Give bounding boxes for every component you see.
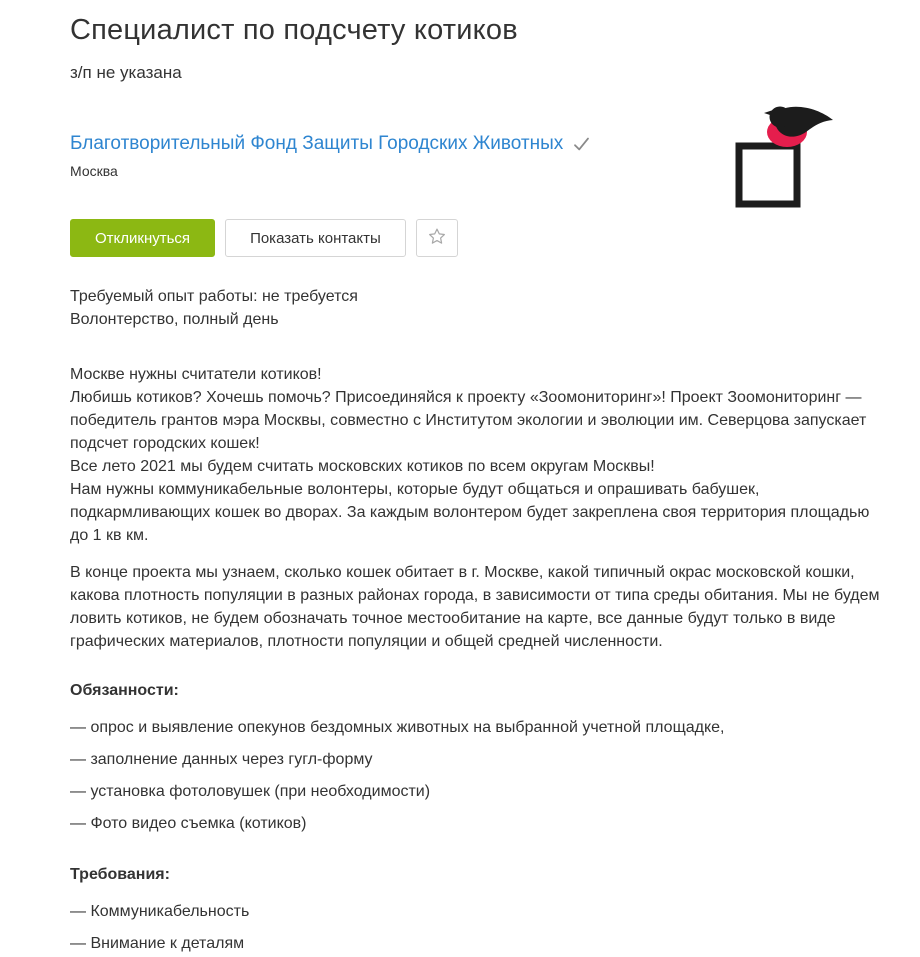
duty-item: — заполнение данных через гугл-форму [70, 751, 373, 768]
description-paragraphs [70, 478, 880, 653]
description-paragraph: В конце проекта мы узнаем, сколько кошек обитает в г. Москве, какой типичный окрас московской кошки, какова плотность популяции в разных районах города, в зависимости от типа среды обитания. Мы не будем ловить котиков, не будем обозначать точное местообитание на карте, все данные будут только в виде графических материалов, плотности популяции и общей средней численности. [70, 564, 880, 650]
requirement-item: — Внимание к деталям [70, 935, 245, 952]
duty-item: — опрос и выявление опекунов бездомных животных на выбранной учетной площадке, [70, 719, 725, 736]
schedule-text: Волонтерство, полный день [70, 311, 279, 328]
action-buttons [70, 219, 880, 257]
company-link[interactable]: Благотворительный Фонд Защиты Городских Животных [70, 133, 564, 154]
favorite-button[interactable] [416, 219, 458, 257]
description-line: Любишь котиков? Хочешь помочь? Присоединяйся к проекту «Зоомониторинг»! Проект Зоомониторинг — победитель грантов мэра Москвы, совместно с Институтом экологии и эволюции им. Северцова запускает подсчет городских кошек! [70, 389, 867, 452]
duty-item: — Фото видео съемка (котиков) [70, 815, 307, 832]
check-icon[interactable] [573, 137, 590, 152]
requirements-title: Требования: [70, 866, 170, 883]
experience-text: Требуемый опыт работы: не требуется [70, 288, 358, 305]
show-contacts-button[interactable]: Показать контакты [225, 219, 406, 257]
requirements-list [70, 898, 880, 957]
vacancy-summary [70, 285, 880, 331]
vacancy-description [70, 363, 880, 957]
duty-item: — установка фотоловушек (при необходимости) [70, 783, 431, 800]
description-intro [70, 363, 880, 478]
duties-title: Обязанности: [70, 682, 179, 699]
description-line: Все лето 2021 мы будем считать московских котиков по всем округам Москвы! [70, 458, 655, 475]
description-line: Москве нужны считатели котиков! [70, 366, 322, 383]
star-icon [426, 226, 448, 251]
page-title: Специалист по подсчету котиков [70, 14, 518, 46]
duties-list [70, 714, 880, 837]
description-paragraph: Нам нужны коммуникабельные волонтеры, которые будут общаться и опрашивать бабушек, подкармливающих кошек во дворах. За каждым волонтером будет закреплена своя территория площадью до 1 кв км. [70, 481, 870, 544]
bird-on-square-logo[interactable] [730, 104, 842, 212]
company-location: Москва [70, 163, 118, 179]
requirement-item: — Коммуникабельность [70, 903, 250, 920]
salary-text: з/п не указана [70, 63, 182, 82]
apply-button[interactable]: Откликнуться [70, 219, 215, 257]
